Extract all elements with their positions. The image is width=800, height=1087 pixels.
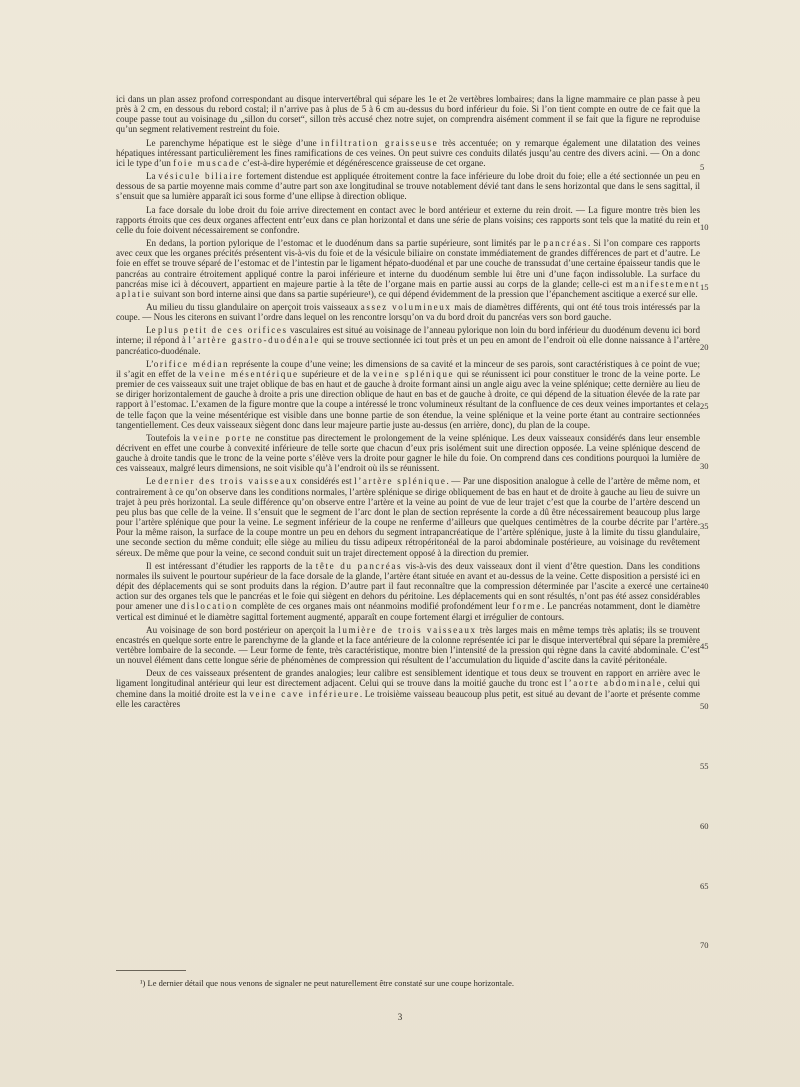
paragraph	[116, 561, 700, 622]
line-number: 40	[700, 581, 709, 591]
text-run: fortement distendue est appliquée étroitement contre la face inférieure du lobe droit du foie; elle a été sectionnée un peu en dessous de sa partie moyenne mais comme d’autre part son axe longitudinal se trouve notablement dévié tant dans le sens horizontal que dans le sens sagittal, il s’ensuit que sa lumière apparaît ici sous forme d’une ellipse à direction oblique.	[116, 171, 700, 202]
text-run: mais de diamètres différents, qui ont été tous trois intéressés par la coupe. — Nous les citerons en suivant l’ordre dans lequel on les rencontre lorsqu’on va du bord droit du pancréas vers son bord gauche.	[116, 301, 700, 323]
paragraph	[116, 171, 700, 201]
spaced-emphasis: veine cave inférieure	[249, 688, 360, 699]
paragraph	[116, 668, 700, 709]
text-run: c’est-à-dire hyperémie et dégénérescence graisseuse de cet organe.	[240, 157, 486, 168]
text-run: vis-à-vis des deux vaisseaux dont il vient d’être question. Dans les conditions normales ils suivent le pourtour supérieur de la face dorsale de la glande, l’artère étant située en avant et au-dessus de la veine. Cette disposition a persisté ici en dépit des déplacements qui se sont produits dans la région. D’autre part il faut reconnaître que la compression déterminée par l’ascite a exercé une certaine action sur des organes tels que le pancréas et le foie qui siègent en dehors du péritoine. Les déplacements qui en sont résultés, n’ont pas été assez considérables pour amener une	[116, 560, 700, 612]
line-number: 15	[700, 282, 709, 292]
spaced-emphasis: l’artère gastro-duodénale	[188, 335, 320, 346]
line-number: 70	[700, 940, 709, 950]
text-run: . Le troisième vaisseau beaucoup plus petit, est situé au devant de l’aorte et présente comme elle les caractères	[116, 688, 701, 709]
spaced-emphasis: orifice médian	[153, 358, 230, 369]
text-run: Toutefois la	[146, 432, 193, 443]
text-run: suivant son bord interne ainsi que dans sa partie supérieure¹), ce qui dépend évidemment de la pression que l’épanchement ascitique a exercé sur elle.	[151, 288, 698, 299]
text-run: complète de ces organes mais ont néanmoins modifié profondément leur	[238, 601, 513, 612]
line-number: 65	[700, 881, 709, 891]
body-text	[116, 94, 700, 709]
text-run: L’	[146, 358, 154, 369]
paragraph	[116, 359, 700, 430]
spaced-emphasis: manifestement aplatie	[116, 278, 700, 299]
paragraph	[116, 325, 700, 355]
text-run: ici dans un plan assez profond correspondant au disque intervertébral qui sépare les 1e et 2e vertèbres lombaires; dans la ligne mammaire ce plan passe à peu près à 2 cm, en dessous du rebord costal; il n’arrive pas à plus de 5 à 6 cm au-dessus du bord inférieur du foie. Si l’on tient compte en outre de ce fait que la coupe passe tout au voisinage du „sillon du corset“, sillon très accusé chez notre sujet, on comprendra aisément comment il se fait que la figure ne reproduise qu’un segment relativement restreint du foie.	[116, 94, 700, 135]
line-number: 35	[700, 521, 709, 531]
page-number: 3	[397, 1012, 403, 1022]
text-run: considérés est	[298, 476, 355, 487]
paragraph	[116, 625, 700, 666]
line-number: 45	[700, 641, 709, 651]
paragraph	[116, 238, 700, 299]
text-run: , celui qui chemine dans la moitié droite est la	[116, 678, 700, 699]
text-run: La face dorsale du lobe droit du foie arrive directement en contact avec le bord antérieur et externe du rein droit. — La figure montre très bien les rapports étroits que ces deux organes affectent entr’eux dans ce plan horizontal et dans une série de plans voisins; ces rapports sont tels que la matité du rein et celle du foie doivent nécessairement se confondre.	[116, 204, 700, 235]
spaced-emphasis: tête du pancréas	[315, 560, 403, 571]
line-number: 10	[700, 222, 709, 232]
paragraph	[116, 94, 700, 135]
spaced-emphasis: veine splénique	[372, 368, 455, 379]
paragraph	[116, 476, 700, 557]
spaced-emphasis: vésicule biliaire	[158, 171, 244, 182]
text-run: vasculaires est situé au voisinage de l’anneau pylorique non loin du bord inférieur du duodénum devenu ici bord interne; il répond à	[116, 325, 700, 346]
text-run: très accentuée; on y remarque également une dilatation des veines hépatiques intéressant particulièrement les fines ramifications de ces veines. On peut suivre ces conduits dilatés jusqu’au centre des divers acini. — On a donc ici le type d’un	[116, 137, 700, 168]
text-run: qui se réunissent ici pour constituer le tronc de la veine porte. Le premier de ces vaisseaux suit une trajet oblique de bas en haut et de gauche à droite formant ainsi un angle aigu avec la veine splénique; cette dernière au lieu de se diriger horizontalement de gauche à droite a pris une direction oblique de haut en bas et de gauche à droite, ce qui dépend de la situation élevée de la rate par rapport à l’estomac. L’examen de la figure montre que la coupe a intéressé le tronc volumineux résultant de la confluence de ces deux veines importantes et cela de telle façon que la veine mésentérique est visible dans une bonne partie de son étendue, la veine splénique et la veine porte étant au contraire sectionnées tangentiellement. Ces deux vaisseaux siègent donc dans leur majeure partie juste au-dessus (en arrière, donc), du plan de la coupe.	[116, 368, 700, 430]
paragraph	[116, 433, 700, 474]
paragraph	[116, 302, 700, 322]
text-run: Au voisinage de son bord postérieur on aperçoit la	[146, 624, 339, 635]
spaced-emphasis: veine porte	[192, 432, 253, 443]
paragraph	[116, 205, 700, 235]
spaced-emphasis: forme	[512, 601, 542, 612]
text-run: . Si l’on compare ces rapports avec ceux que les organes précités présentent vis-à-vis du foie et de la vésicule biliaire on constate immédiatement de grandes différences de part et d’autre. Le foie en effet se trouve séparé de l’estomac et de l’intestin par le ligament hépato-duodénal et par une couche de transsudat d’une certaine épaisseur tandis que le pancréas au contraire étroitement appliqué contre la paroi inférieure et interne du duodénum semble lui être uni d’une façon indissoluble. La surface du pancréas mise ici à découvert, appartient en majeure partie à la tête de l’organe mais en partie aussi au corps de la glande; celle-ci est	[116, 238, 701, 289]
text-run: Le	[146, 325, 158, 336]
line-number: 50	[700, 701, 709, 711]
text-run: très larges mais en même temps très aplatis; ils se trouvent encastrés en quelque sorte entre le parenchyme de la glande et la face antérieure de la colonne représentée ici par le disque intervertébral qui sépare la première vertèbre lombaire de la seconde. — Leur forme de fente, très caractéristique, montre bien l’intensité de la pression qui règne dans la cavité abdominale. C’est un nouvel élément dans cette longue série de phénomènes de compression qui résultent de l’accumulation du liquide d’ascite dans la cavité péritonéale.	[116, 624, 700, 666]
text-run: qui se trouve sectionnée ici tout près et un peu en amont de l’endroit où elle donne naissance à l’artère pancréatico-duodénale.	[116, 335, 700, 356]
footnote-rule	[116, 970, 186, 971]
text-run: supérieure et de la	[298, 368, 373, 379]
spaced-emphasis: pancréas	[543, 238, 588, 249]
text-run: . — Par une disposition analogue à celle de l’artère de même nom, et contrairement à ce qu’on observe dans les conditions normales, l’artère splénique se dirige obliquement de bas en haut et de droite à gauche au lieu de suivre un trajet à peu près horizontal. La seule différence qu’on observe entre l’artère et la veine au point de vue de leur trajet c’est que la courbe de l’artère descend un peu plus bas que celle de la veine. Il s’ensuit que le segment de l’arc dont le plan de section représente la corde a dû être nécessairement beaucoup plus large pour l’artère splénique que pour la veine. Le segment inférieur de la coupe ne renferme d’ailleurs que quelques centimètres de la courbe décrite par l’artère. Pour la même raison, la surface de la coupe montre un peu en dehors du segment intrapancréatique de l’artère splénique, juste à la limite du tissu glandulaire, une seconde section du même conduit; elle siège au milieu du tissu adipeux rétropéritonéal de la paroi abdominale postérieure, au voisinage du revêtement séreux. De même que pour la veine, ce second conduit suit un trajet directement opposé à la direction du premier.	[116, 476, 700, 558]
text-run: La	[146, 171, 159, 182]
spaced-emphasis: foie muscade	[173, 157, 241, 168]
text-run: Deux de ces vaisseaux présentent de grandes analogies; leur calibre est sensiblement identique et tous deux se trouvent en rapport en arrière avec le ligament longitudinal antérieur qui leur est directement adjacent. Celui qui se trouve dans la moitié gauche du tronc est	[116, 668, 700, 689]
text-run: Le parenchyme hépatique est le siège d’une	[146, 137, 321, 148]
spaced-emphasis: veine mésentérique	[198, 368, 299, 379]
spaced-emphasis: infiltration graisseuse	[320, 137, 439, 148]
spaced-emphasis: l’artère splénique	[354, 476, 447, 487]
text-run: En dedans, la portion pylorique de l’estomac et le duodénum dans sa partie supérieure, sont limités par le	[146, 238, 544, 249]
spaced-emphasis: l’aorte abdominale	[564, 678, 663, 689]
line-number: 20	[700, 342, 709, 352]
spaced-emphasis: assez volumineux	[360, 301, 452, 312]
spaced-emphasis: dislocation	[180, 601, 239, 612]
paragraph	[116, 138, 700, 168]
text-run: Au milieu du tissu glandulaire on aperçoit trois vaisseaux	[146, 301, 361, 312]
footnote: ¹) Le dernier détail que nous venons de signaler ne peut naturellement être constaté sur une coupe horizontale.	[140, 978, 515, 988]
line-number: 60	[700, 821, 709, 831]
text-run: représente la coupe d’une veine; les dimensions de sa cavité et la minceur de ses parois, sont caractéristiques à ce point de vue; il s’agit en effet de la	[116, 358, 700, 379]
text-run: ne constitue pas directement le prolongement de la veine splénique. Les deux vaisseaux considérés dans leur ensemble décrivent en effet une courbe à convexité inférieure de telle sorte que chacun d’eux pris isolément suit une direction opposée. La veine splénique descend de gauche à droite tandis que le tronc de la veine porte s’élève vers la droite pour gagner le hile du foie. On comprend dans ces conditions pourquoi la lumière de ces vaisseaux, malgré leurs dimensions, ne soit visible qu’à l’endroit où ils se réunissent.	[116, 432, 700, 474]
line-number: 25	[700, 401, 709, 411]
line-number: 55	[700, 761, 709, 771]
text-run: . Le pancréas notamment, dont le diamètre vertical est diminué et le diamètre sagittal fortement augmenté, apparaît en coupe fortement élargi et irrégulier de contours.	[116, 601, 700, 622]
spaced-emphasis: dernier des trois vaisseaux	[158, 476, 299, 487]
spaced-emphasis: lumière de trois vaisseaux	[338, 624, 477, 635]
line-number: 30	[700, 461, 709, 471]
line-number: 5	[700, 162, 705, 172]
spaced-emphasis: plus petit de ces orifices	[157, 325, 288, 336]
text-run: Il est intéressant d’étudier les rapports de la	[146, 560, 316, 571]
text-run: Le	[146, 476, 159, 487]
